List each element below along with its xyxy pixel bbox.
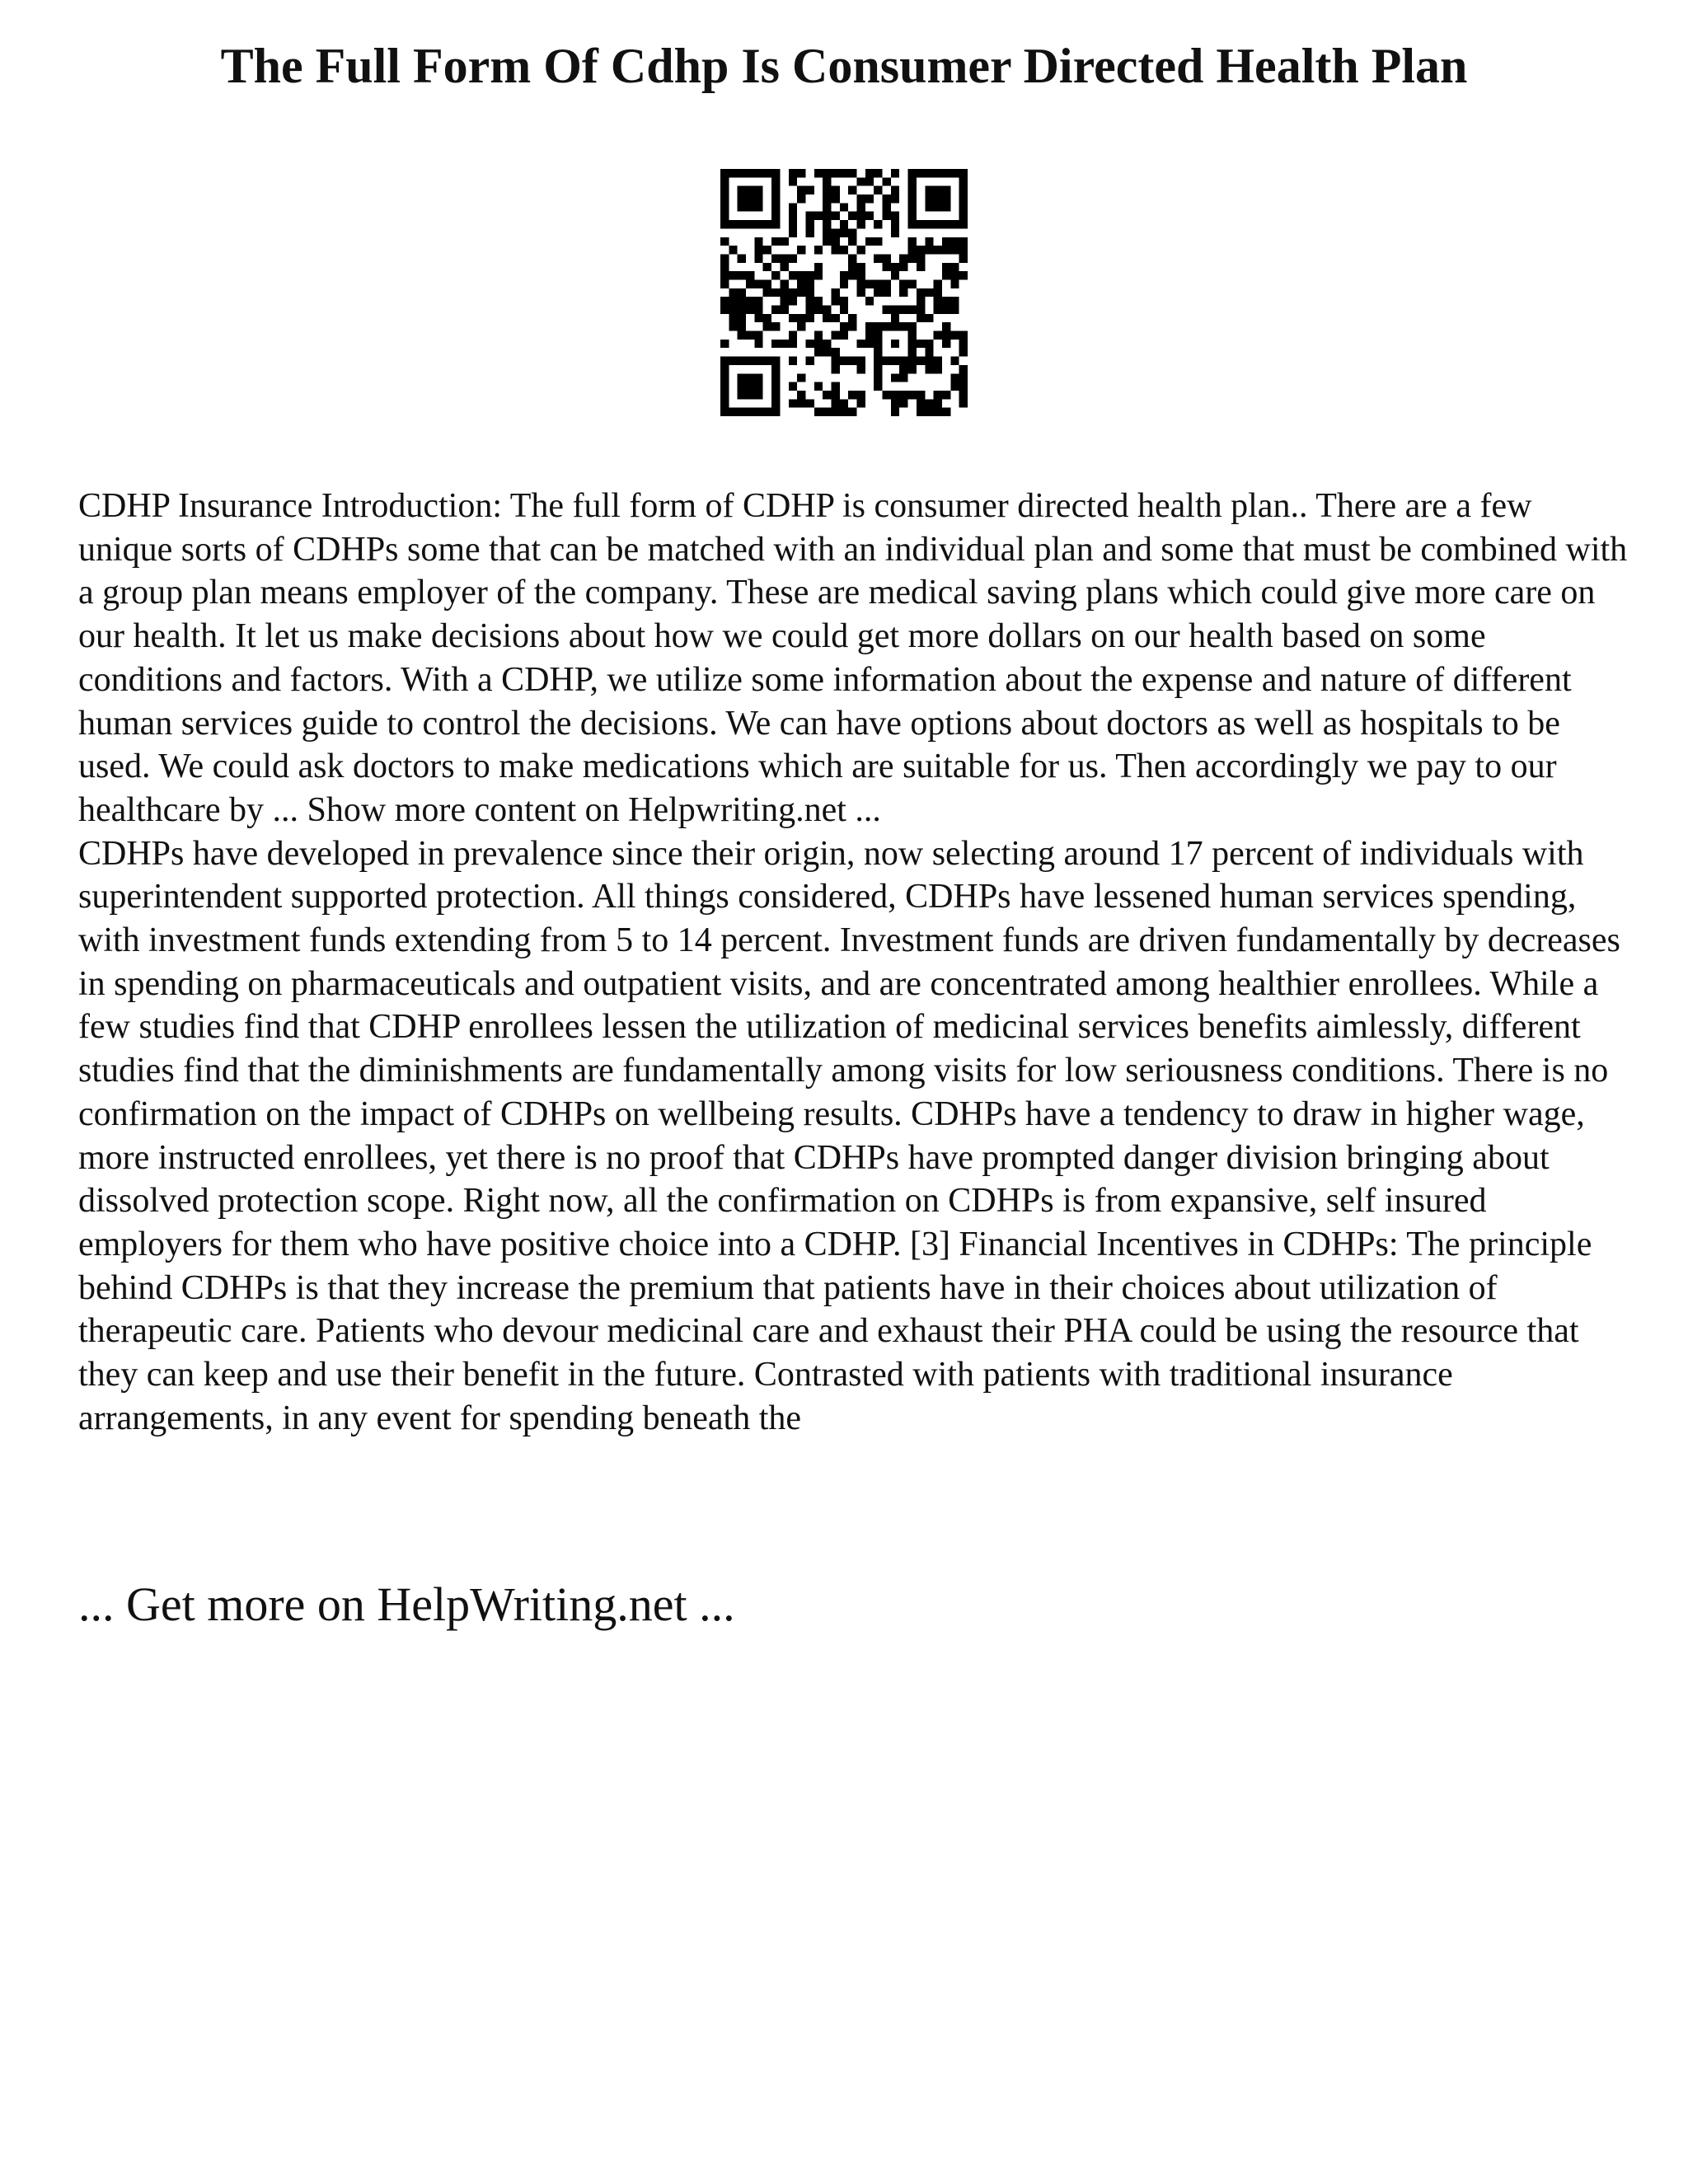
paragraph: CDHP Insurance Introduction: The full form of CDHP is consumer directed health plan.. There are a few unique sorts of CDHPs some that can be matched with an individual plan and some that must be combined with a group plan means employer of the company. These are medical saving plans which could give more care on our health. It let us make decisions about how we could get more dollars on our health based on some conditions and factors. With a CDHP, we utilize some information about the expense and nature of different human services guide to control the decisions. We can have options about doctors as well as hospitals to be used. We could ask doctors to make medications which are suitable for us. Then accordingly we pay to our healthcare by ... Show more content on Helpwriting.net ... [78,487,1628,829]
qr-code-icon [720,169,968,416]
paragraph: CDHPs have developed in prevalence since their origin, now selecting around 17 percent of individuals with superintendent supported protection. All things considered, CDHPs have lessened human services spending, with investment funds extending from 5 to 14 percent. Investment funds are driven fundamentally by decreases in spending on pharmaceuticals and outpatient visits, and are concentrated among healthier enrollees. While a few studies find that CDHP enrollees lessen the utilization of medicinal services benefits aimlessly, different studies find that the diminishments are fundamentally among visits for low seriousness conditions. There is no confirmation on the impact of CDHPs on wellbeing results. CDHPs have a tendency to draw in higher wage, more instructed enrollees, yet there is no proof that CDHPs have prompted danger division bringing about dissolved protection scope. Right now, all the confirmation on CDHPs is from expansive, self insured employers for them who have positive choice into a CDHP. [3] Financial Incentives in CDHPs: The principle behind CDHPs is that they increase the premium that patients have in their choices about utilization of therapeutic care. Patients who devour medicinal care and exhaust their PHA could be using the resource that they can keep and use their benefit in the future. Contrasted with patients with traditional insurance arrangements, in any event for spending beneath the [78,834,1620,1437]
article-body [78,485,1628,1440]
get-more-link[interactable]: ... Get more on HelpWriting.net ... [78,1577,735,1631]
page-title: The Full Form Of Cdhp Is Consumer Directed Health Plan [220,39,1468,93]
